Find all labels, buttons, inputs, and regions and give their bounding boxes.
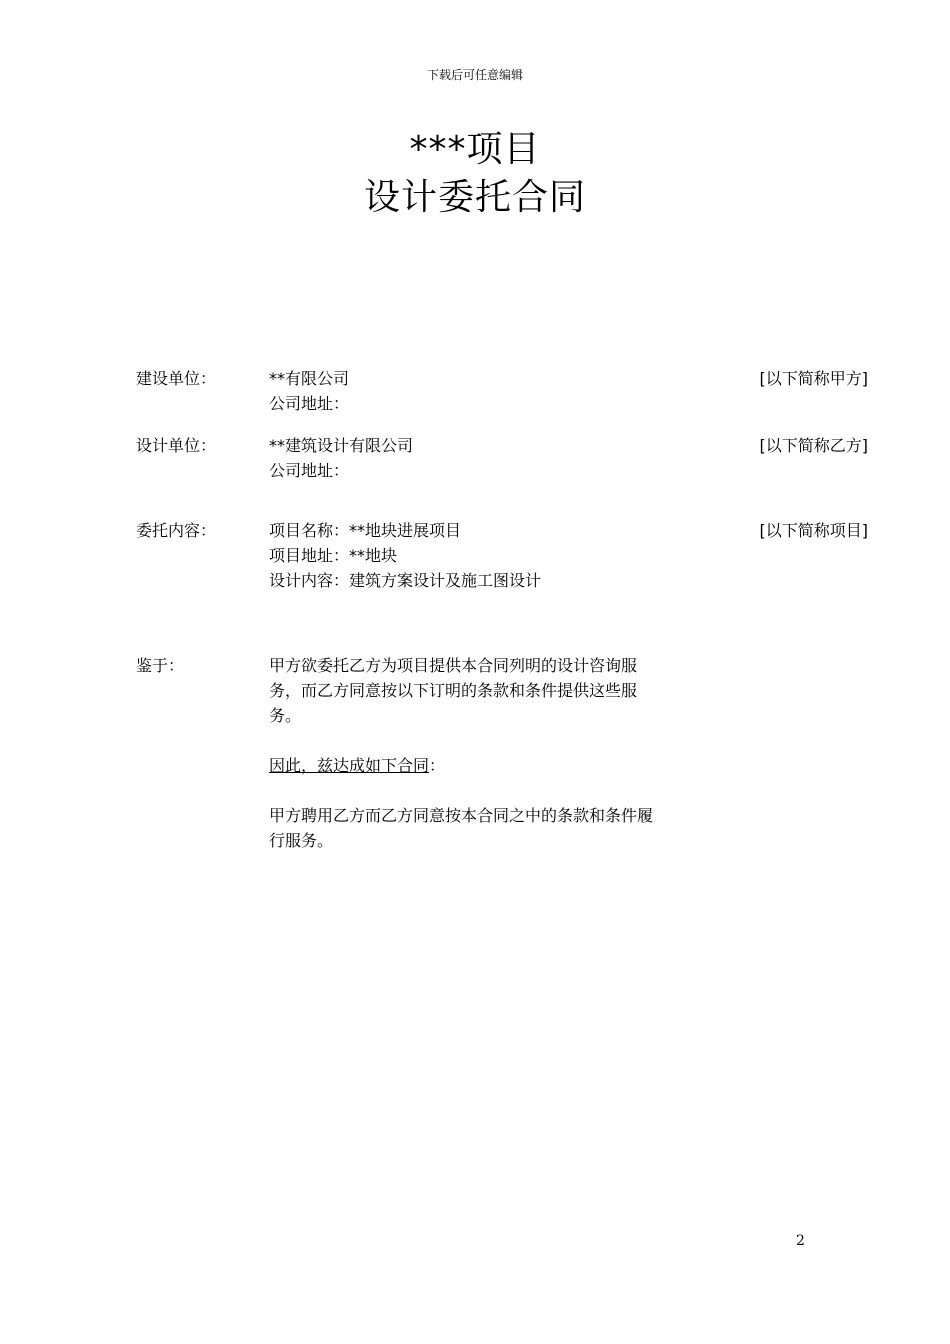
whereas-paragraph-1 [269,653,699,728]
page-number: 2 [796,1233,805,1249]
header-note: 下载后可任意编辑 [426,68,523,82]
commission-scope-details [269,518,541,593]
commission-scope-note: [以下简称项目] [759,521,868,540]
project-address: 项目地址：**地块 [269,546,398,565]
party-client-name: **有限公司 [269,369,350,388]
party-designer-details [269,433,413,483]
party-client-address: 公司地址： [269,394,350,413]
whereas-paragraph-1-line: 务，而乙方同意按以下订明的条款和条件提供这些服 [269,681,638,700]
therefore-text: 因此，兹达成如下合同 [269,756,430,775]
party-designer-name: **建筑设计有限公司 [269,436,414,455]
whereas-paragraph-2 [269,803,699,853]
whereas-paragraph-2-line: 甲方聘用乙方而乙方同意按本合同之中的条款和条件履 [269,806,654,825]
party-designer-label: 设计单位： [136,436,217,455]
whereas-paragraph-2-line: 行服务。 [269,831,334,850]
party-designer-address: 公司地址： [269,461,350,480]
commission-scope-label: 委托内容： [136,521,217,540]
therefore-line [269,753,699,778]
title-line-2: 设计委托合同 [363,177,586,218]
whereas-paragraph-1-line: 甲方欲委托乙方为项目提供本合同列明的设计咨询服 [269,656,638,675]
therefore-colon: ： [429,756,446,775]
whereas-label: 鉴于： [136,656,185,675]
whereas-paragraph-1-line: 务。 [269,706,302,725]
design-content: 设计内容：建筑方案设计及施工图设计 [269,571,542,590]
party-designer-note: [以下简称乙方] [759,436,868,455]
party-client-details [269,366,349,416]
project-name: 项目名称：**地块进展项目 [269,521,462,540]
party-client-label: 建设单位： [136,369,217,388]
title-line-1: ***项目 [409,129,541,170]
party-client-note: [以下简称甲方] [759,369,868,388]
